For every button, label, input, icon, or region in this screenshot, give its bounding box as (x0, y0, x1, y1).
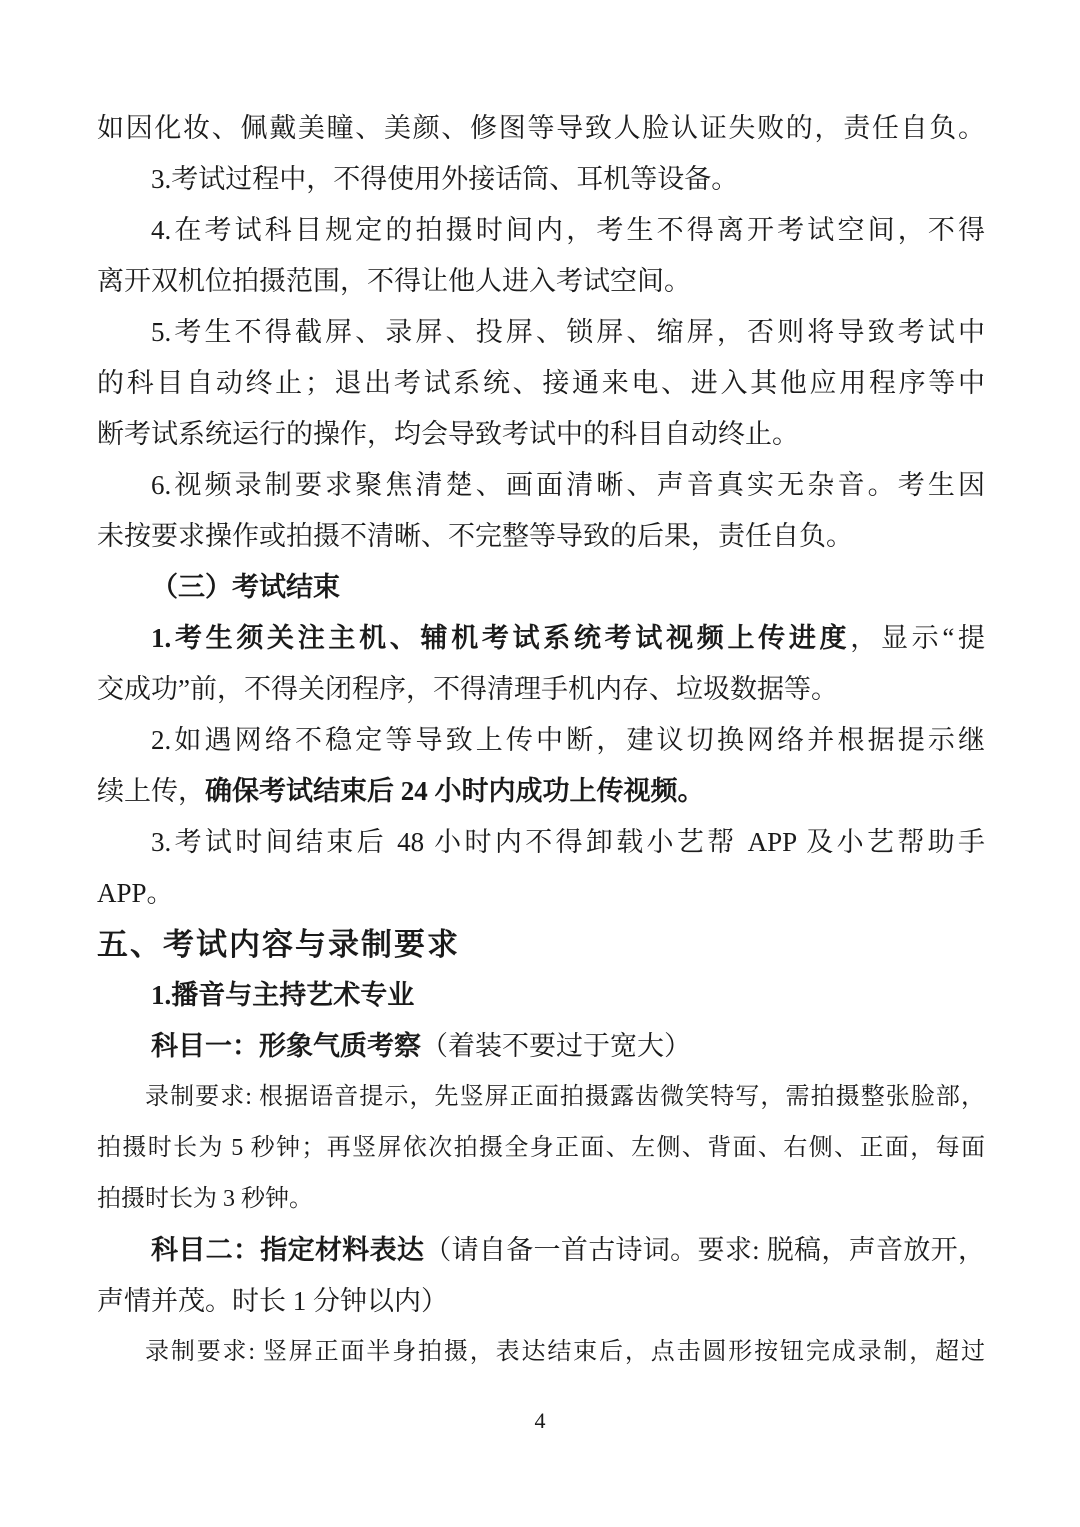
text-line (97, 1225, 985, 1276)
text-segment: APP。 (97, 878, 174, 908)
bold-text-segment: 科目二：指定材料表达 (151, 1235, 425, 1265)
text-line (97, 562, 985, 613)
text-line (97, 1327, 985, 1378)
text-segment: 声情并茂。时长 1 分钟以内） (97, 1286, 448, 1316)
bold-text-segment: 1.播音与主持艺术专业 (151, 980, 415, 1010)
text-line (97, 1123, 985, 1174)
text-segment: 拍摄时长为 5 秒钟；再竖屏依次拍摄全身正面、左侧、背面、右侧、正面，每面 (97, 1135, 985, 1161)
text-line (97, 1174, 985, 1225)
bold-text-segment: 科目一：形象气质考察 (151, 1031, 421, 1061)
bold-text-segment: （三）考试结束 (151, 572, 340, 602)
text-segment: （着装不要过于宽大） (421, 1031, 691, 1061)
text-line (97, 511, 985, 562)
document-content (97, 103, 985, 1378)
text-line (97, 205, 985, 256)
text-line (97, 868, 985, 919)
bold-text-segment: 1.考生须关注主机、辅机考试系统考试视频上传进度 (151, 623, 851, 653)
text-line (97, 409, 985, 460)
text-line (97, 1021, 985, 1072)
text-line (97, 256, 985, 307)
text-segment: ，显示“提 (850, 623, 985, 653)
text-line (97, 715, 985, 766)
text-line (97, 154, 985, 205)
text-segment: 3.考试时间结束后 48 小时内不得卸载小艺帮 APP 及小艺帮助手 (151, 827, 985, 857)
text-segment: 3.考试过程中，不得使用外接话筒、耳机等设备。 (151, 164, 739, 194)
text-segment: 离开双机位拍摄范围，不得让他人进入考试空间。 (97, 266, 691, 296)
text-segment: 续上传， (97, 776, 205, 806)
text-segment: 5.考生不得截屏、录屏、投屏、锁屏、缩屏，否则将导致考试中 (151, 317, 985, 347)
text-segment: 拍摄时长为 3 秒钟。 (97, 1186, 313, 1212)
text-line (97, 1072, 985, 1123)
text-segment: 6.视频录制要求聚焦清楚、画面清晰、声音真实无杂音。考生因 (151, 470, 985, 500)
text-line (97, 307, 985, 358)
text-line (97, 460, 985, 511)
text-line (97, 817, 985, 868)
text-segment: 4.在考试科目规定的拍摄时间内，考生不得离开考试空间，不得 (151, 215, 985, 245)
text-segment: （请自备一首古诗词。要求: 脱稿，声音放开， (424, 1235, 985, 1265)
text-line (97, 970, 985, 1021)
text-line (97, 613, 985, 664)
text-segment: 录制要求: 根据语音提示，先竖屏正面拍摄露齿微笑特写，需拍摄整张脸部， (145, 1084, 985, 1110)
text-segment: 断考试系统运行的操作，均会导致考试中的科目自动终止。 (97, 419, 799, 449)
text-segment: 录制要求: 竖屏正面半身拍摄，表达结束后，点击圆形按钮完成录制，超过 (145, 1339, 985, 1365)
page-number: 4 (534, 1408, 546, 1433)
text-segment: 如因化妆、佩戴美瞳、美颜、修图等导致人脸认证失败的，责任自负。 (97, 113, 985, 143)
text-line (97, 664, 985, 715)
text-line (97, 103, 985, 154)
bold-text-segment: 确保考试结束后 24 小时内成功上传视频。 (205, 776, 705, 806)
text-line (97, 919, 985, 970)
bold-text-segment: 五、考试内容与录制要求 (97, 927, 460, 962)
text-line (97, 766, 985, 817)
text-segment: 未按要求操作或拍摄不清晰、不完整等导致的后果，责任自负。 (97, 521, 853, 551)
text-segment: 2.如遇网络不稳定等导致上传中断，建议切换网络并根据提示继 (151, 725, 985, 755)
text-segment: 交成功”前，不得关闭程序，不得清理手机内存、垃圾数据等。 (97, 674, 838, 704)
text-line (97, 1276, 985, 1327)
text-segment: 的科目自动终止；退出考试系统、接通来电、进入其他应用程序等中 (97, 368, 985, 398)
text-line (97, 358, 985, 409)
